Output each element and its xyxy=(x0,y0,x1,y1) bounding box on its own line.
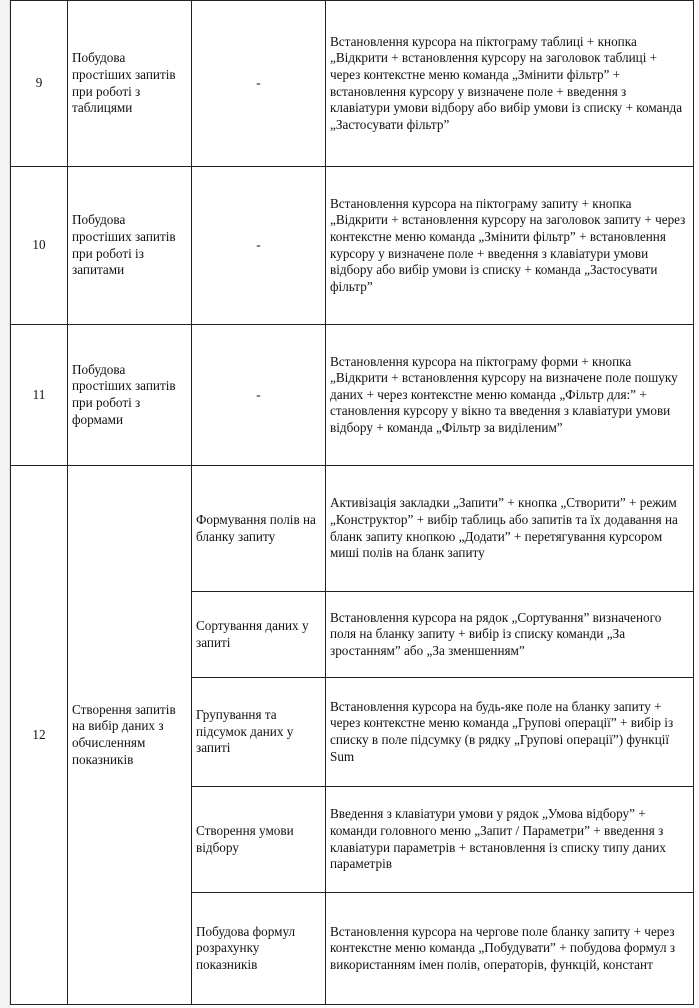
table-row xyxy=(11,466,694,592)
table-row xyxy=(11,325,694,466)
subtask-name: Групування та підсумок даних у запиті xyxy=(192,678,326,787)
row-number: 10 xyxy=(11,167,68,325)
action-description: Встановлення курсора на піктограму форми + кнопка „Відкрити + встановлення курсору на визначене поле пошуку даних + через контекстне меню команда „Фільтр для:” + становлення курсору у вікно та введення з клавіатури умови відбору + команда „Фільтр за виділеним” xyxy=(326,325,694,466)
action-description: Встановлення курсора на будь-яке поле на бланку запиту + через контекстне меню команда „Групові операції” + вибір із списку в поле підсумку (в рядку „Групові операції”) функції Sum xyxy=(326,678,694,787)
table-row xyxy=(11,1,694,167)
action-description: Встановлення курсора на піктограму таблиці + кнопка „Відкрити + встановлення курсору на заголовок таблиці + через контекстне меню команда „Змінити фільтр” + встановлення курсору у визначене поле + введення з клавіатури умови відбору або вибір умови із списку + команда „Застосувати фільтр” xyxy=(326,1,694,167)
task-name: Створення запитів на вибір даних з обчисленням показників xyxy=(68,466,192,1005)
action-description: Встановлення курсора на піктограму запиту + кнопка „Відкрити + встановлення курсору на заголовок запиту + через контекстне меню команда „Змінити фільтр” + встановлення курсору у визначене поле + введення з клавіатури умови відбору або вибір умови із списку + команда „Застосувати фільтр” xyxy=(326,167,694,325)
row-number: 11 xyxy=(11,325,68,466)
subtask-cell: - xyxy=(192,1,326,167)
table-row xyxy=(11,167,694,325)
page-margin xyxy=(0,0,10,1008)
action-description: Встановлення курсора на рядок „Сортування” визначеного поля на бланку запиту + вибір із списку команди „За зростанням” або „За зменшенням” xyxy=(326,592,694,678)
task-name: Побудова простіших запитів при роботі із запитами xyxy=(68,167,192,325)
subtask-name: Формування полів на бланку запиту xyxy=(192,466,326,592)
action-description: Встановлення курсора на чергове поле бланку запиту + через контекстне меню команда „Побудувати” + побудова формул з використанням імен полів, операторів, функцій, констант xyxy=(326,893,694,1005)
task-name: Побудова простіших запитів при роботі з формами xyxy=(68,325,192,466)
action-description: Активізація закладки „Запити” + кнопка „Створити” + режим „Конструктор” + вибір таблиць або запитів та їх додавання на бланк запиту кнопкою „Додати” + перетягування курсором миші полів на бланк запиту xyxy=(326,466,694,592)
subtask-name: Побудова формул розрахунку показників xyxy=(192,893,326,1005)
subtask-cell: - xyxy=(192,325,326,466)
document-table xyxy=(10,0,694,1005)
row-number: 12 xyxy=(11,466,68,1005)
subtask-name: Створення умови відбору xyxy=(192,787,326,893)
subtask-cell: - xyxy=(192,167,326,325)
task-name: Побудова простіших запитів при роботі з таблицями xyxy=(68,1,192,167)
row-number: 9 xyxy=(11,1,68,167)
action-description: Введення з клавіатури умови у рядок „Умова відбору” + команди головного меню „Запит / Параметри” + введення з клавіатури параметрів + встановлення із списку типу даних параметрів xyxy=(326,787,694,893)
subtask-name: Сортування даних у запиті xyxy=(192,592,326,678)
